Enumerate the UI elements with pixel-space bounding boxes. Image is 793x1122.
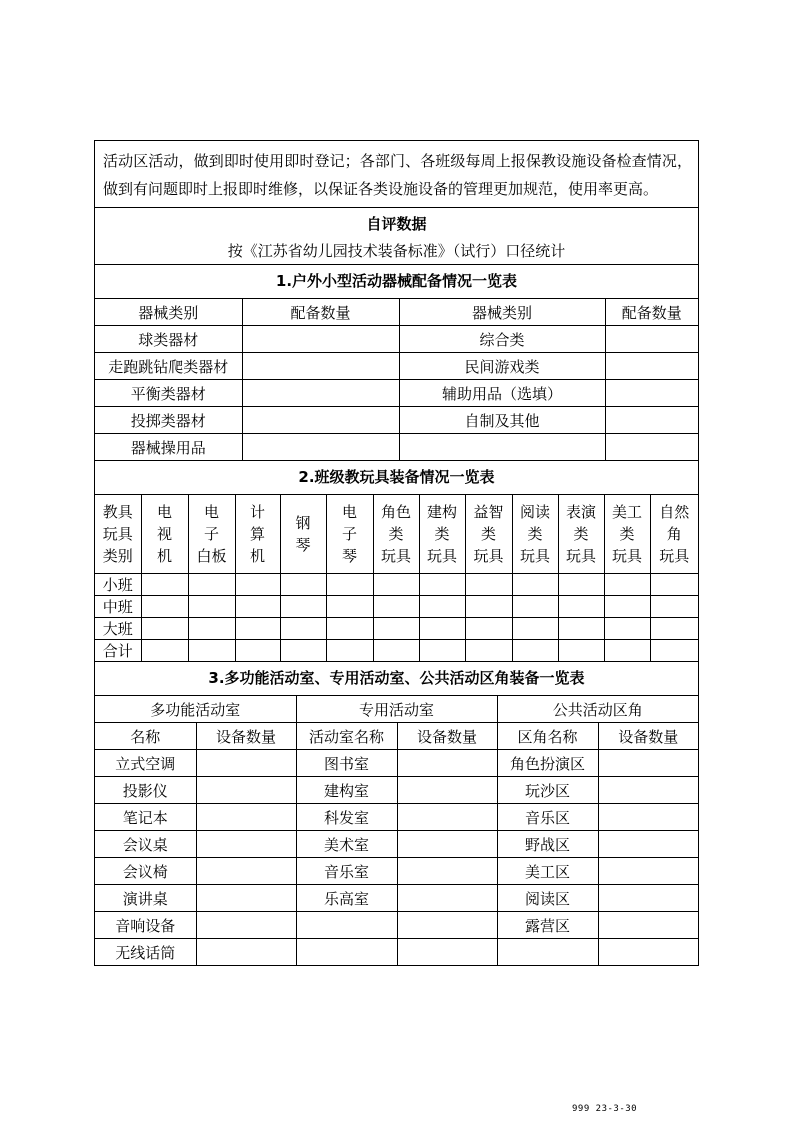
table-row (95, 912, 698, 939)
quantity-cell (397, 777, 497, 804)
room-name: 美术室 (296, 831, 397, 858)
quantity-cell (280, 574, 326, 596)
table-row (95, 831, 698, 858)
quantity-cell (196, 777, 296, 804)
equipment-category: 辅助用品（选填） (399, 380, 605, 407)
column-header-toy: 电 子 白板 (188, 495, 235, 574)
quantity-cell (604, 640, 650, 662)
intro-paragraph: 活动区活动，做到即时使用即时登记；各部门、各班级每周上报保教设施设备检查情况，做到有问题即时上报即时维修，以保证各类设施设备的管理更加规范，使用率更高。 (95, 141, 698, 208)
table-row (95, 574, 698, 596)
column-header: 名称 (95, 723, 196, 750)
quantity-cell (419, 618, 465, 640)
quantity-cell (373, 596, 419, 618)
quantity-cell (141, 640, 188, 662)
quantity-cell (235, 618, 280, 640)
quantity-cell (188, 574, 235, 596)
equipment-category: 自制及其他 (399, 407, 605, 434)
equipment-name: 会议桌 (95, 831, 196, 858)
quantity-cell (650, 640, 698, 662)
group-header: 多功能活动室 (95, 696, 296, 723)
column-header: 活动室名称 (296, 723, 397, 750)
room-name: 乐高室 (296, 885, 397, 912)
table-row (95, 804, 698, 831)
equipment-category: 民间游戏类 (399, 353, 605, 380)
column-header: 设备数量 (196, 723, 296, 750)
quantity-cell (196, 804, 296, 831)
room-name: 科发室 (296, 804, 397, 831)
outdoor-equipment-table (95, 299, 698, 460)
area-name: 玩沙区 (497, 777, 598, 804)
quantity-cell (419, 596, 465, 618)
table-header-row (95, 495, 698, 574)
quantity-cell (650, 618, 698, 640)
area-name: 美工区 (497, 858, 598, 885)
column-header-toy: 电 视 机 (141, 495, 188, 574)
quantity-cell (604, 574, 650, 596)
quantity-cell (598, 777, 698, 804)
quantity-cell (188, 618, 235, 640)
room-name: 图书室 (296, 750, 397, 777)
table-row (95, 380, 698, 407)
quantity-cell (242, 407, 399, 434)
room-name (296, 912, 397, 939)
quantity-cell (196, 885, 296, 912)
quantity-cell (196, 912, 296, 939)
area-name: 野战区 (497, 831, 598, 858)
column-header-toy: 电 子 琴 (326, 495, 373, 574)
quantity-cell (196, 858, 296, 885)
equipment-category: 球类器材 (95, 326, 242, 353)
quantity-cell (604, 596, 650, 618)
quantity-cell (397, 831, 497, 858)
table-row (95, 777, 698, 804)
quantity-cell (373, 640, 419, 662)
column-header-toy: 阅读 类 玩具 (512, 495, 558, 574)
area-name: 音乐区 (497, 804, 598, 831)
room-name (296, 939, 397, 966)
quantity-cell (598, 885, 698, 912)
quantity-cell (242, 380, 399, 407)
column-header: 配备数量 (242, 299, 399, 326)
column-header: 设备数量 (598, 723, 698, 750)
table-row (95, 596, 698, 618)
quantity-cell (280, 596, 326, 618)
class-label: 大班 (95, 618, 141, 640)
quantity-cell (280, 640, 326, 662)
quantity-cell (188, 640, 235, 662)
column-header: 器械类别 (95, 299, 242, 326)
equipment-name: 音响设备 (95, 912, 196, 939)
quantity-cell (235, 596, 280, 618)
quantity-cell (650, 574, 698, 596)
equipment-category: 走跑跳钻爬类器材 (95, 353, 242, 380)
quantity-cell (604, 618, 650, 640)
quantity-cell (373, 574, 419, 596)
column-header: 配备数量 (605, 299, 698, 326)
self-evaluation-header (95, 208, 698, 265)
sub-header-row (95, 723, 698, 750)
table-row (95, 407, 698, 434)
quantity-cell (196, 831, 296, 858)
quantity-cell (605, 434, 698, 461)
quantity-cell (512, 640, 558, 662)
column-header-toy: 计 算 机 (235, 495, 280, 574)
quantity-cell (465, 596, 512, 618)
column-header: 器械类别 (399, 299, 605, 326)
quantity-cell (188, 596, 235, 618)
column-header-toy: 角色 类 玩具 (373, 495, 419, 574)
room-name: 音乐室 (296, 858, 397, 885)
table1-title: 1.户外小型活动器械配备情况一览表 (95, 265, 698, 299)
page-footer: 999 23-3-30 (572, 1104, 638, 1114)
quantity-cell (558, 574, 604, 596)
area-name: 阅读区 (497, 885, 598, 912)
area-name: 露营区 (497, 912, 598, 939)
equipment-name: 投影仪 (95, 777, 196, 804)
quantity-cell (512, 596, 558, 618)
group-header: 专用活动室 (296, 696, 497, 723)
quantity-cell (196, 750, 296, 777)
class-toys-table (95, 495, 698, 661)
quantity-cell (465, 640, 512, 662)
quantity-cell (598, 858, 698, 885)
quantity-cell (141, 618, 188, 640)
evaluation-form (94, 140, 699, 966)
quantity-cell (419, 574, 465, 596)
class-label: 合计 (95, 640, 141, 662)
quantity-cell (650, 596, 698, 618)
equipment-category: 综合类 (399, 326, 605, 353)
quantity-cell (558, 640, 604, 662)
group-header: 公共活动区角 (497, 696, 698, 723)
table2-title: 2.班级教玩具装备情况一览表 (95, 460, 698, 495)
column-header-toy: 自然 角 玩具 (650, 495, 698, 574)
quantity-cell (512, 574, 558, 596)
table-row (95, 434, 698, 461)
column-header-toy: 美工 类 玩具 (604, 495, 650, 574)
group-header-row (95, 696, 698, 723)
quantity-cell (598, 750, 698, 777)
quantity-cell (242, 434, 399, 461)
quantity-cell (196, 939, 296, 966)
quantity-cell (605, 353, 698, 380)
equipment-category (399, 434, 605, 461)
quantity-cell (326, 596, 373, 618)
table-row (95, 640, 698, 662)
equipment-name: 会议椅 (95, 858, 196, 885)
quantity-cell (558, 618, 604, 640)
equipment-category: 平衡类器材 (95, 380, 242, 407)
quantity-cell (242, 326, 399, 353)
quantity-cell (242, 353, 399, 380)
quantity-cell (598, 912, 698, 939)
self-evaluation-title: 自评数据 (366, 215, 427, 233)
quantity-cell (512, 618, 558, 640)
quantity-cell (397, 804, 497, 831)
table3-title: 3.多功能活动室、专用活动室、公共活动区角装备一览表 (95, 661, 698, 696)
column-header-toy: 益智 类 玩具 (465, 495, 512, 574)
quantity-cell (605, 407, 698, 434)
quantity-cell (326, 618, 373, 640)
equipment-category: 投掷类器材 (95, 407, 242, 434)
column-header-toy: 建构 类 玩具 (419, 495, 465, 574)
equipment-name: 无线话筒 (95, 939, 196, 966)
class-label: 中班 (95, 596, 141, 618)
quantity-cell (598, 939, 698, 966)
column-header: 设备数量 (397, 723, 497, 750)
table-row (95, 353, 698, 380)
table-row (95, 858, 698, 885)
room-name: 建构室 (296, 777, 397, 804)
self-evaluation-subtitle: 按《江苏省幼儿园技术装备标准》（试行）口径统计 (227, 242, 566, 260)
quantity-cell (373, 618, 419, 640)
quantity-cell (235, 640, 280, 662)
quantity-cell (397, 912, 497, 939)
class-label: 小班 (95, 574, 141, 596)
quantity-cell (558, 596, 604, 618)
activity-room-table (95, 696, 698, 965)
equipment-category: 器械操用品 (95, 434, 242, 461)
quantity-cell (397, 939, 497, 966)
equipment-name: 立式空调 (95, 750, 196, 777)
table-row (95, 750, 698, 777)
area-name: 角色扮演区 (497, 750, 598, 777)
quantity-cell (605, 326, 698, 353)
quantity-cell (465, 618, 512, 640)
quantity-cell (465, 574, 512, 596)
equipment-name: 笔记本 (95, 804, 196, 831)
quantity-cell (397, 858, 497, 885)
quantity-cell (280, 618, 326, 640)
column-header: 区角名称 (497, 723, 598, 750)
equipment-name: 演讲桌 (95, 885, 196, 912)
quantity-cell (598, 831, 698, 858)
table-row (95, 939, 698, 966)
table-row (95, 618, 698, 640)
column-header-toy: 钢 琴 (280, 495, 326, 574)
table-row (95, 885, 698, 912)
quantity-cell (419, 640, 465, 662)
quantity-cell (326, 574, 373, 596)
column-header-toy: 表演 类 玩具 (558, 495, 604, 574)
quantity-cell (598, 804, 698, 831)
quantity-cell (141, 574, 188, 596)
column-header-category: 教具 玩具 类别 (95, 495, 141, 574)
area-name (497, 939, 598, 966)
quantity-cell (605, 380, 698, 407)
quantity-cell (397, 750, 497, 777)
table-header-row (95, 299, 698, 326)
quantity-cell (326, 640, 373, 662)
quantity-cell (235, 574, 280, 596)
table-row (95, 326, 698, 353)
quantity-cell (397, 885, 497, 912)
quantity-cell (141, 596, 188, 618)
